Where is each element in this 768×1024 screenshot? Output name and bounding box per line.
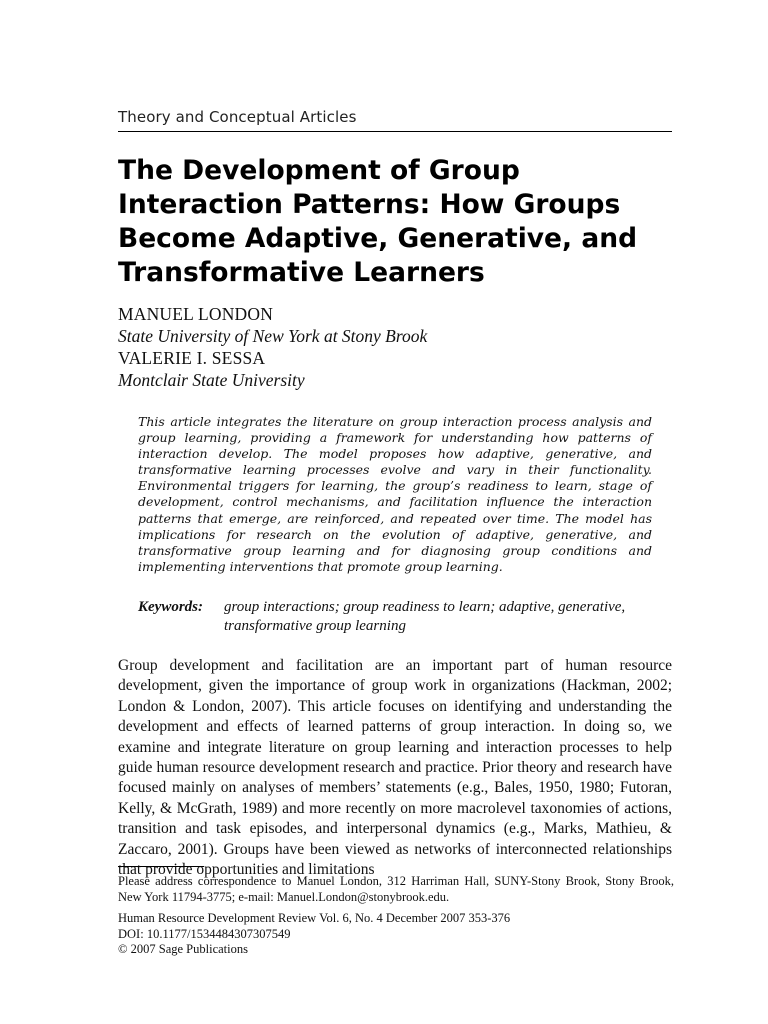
footnote-divider <box>118 866 204 867</box>
author-name: MANUEL LONDON <box>118 304 274 324</box>
doi: DOI: 10.1177/1534484307307549 <box>118 926 291 941</box>
copyright: © 2007 Sage Publications <box>118 942 248 956</box>
abstract: This article integrates the literature on group interaction process analysis and group learning, providing a framework for understanding how patterns of interaction develop. The model proposes how adaptive, generative, and transformative learning processes evolve and vary in their functionality. Environmental triggers for learning, the group’s readiness to learn, stage of development, control mechanisms, and facilitation influence the interaction patterns that emerge, are reinforced, and repeated over time. The model has implications for research on the evolution of adaptive, generative, and transformative group learning and for diagnosing group conditions and implementing interventions that promote group learning. <box>138 414 652 574</box>
article-title: The Development of Group Interaction Patterns: How Groups Become Adaptive, Generative, and Transformative Learners <box>118 155 638 288</box>
keywords-value: group interactions; group readiness to learn; adaptive, generative, transformative group learning <box>224 599 626 634</box>
body-paragraph: Group development and facilitation are an important part of human resource development, given the importance of group work in organizations (Hackman, 2002; London & London, 2007). This article focuses on identifying and understanding the development and effects of learned patterns of group interaction. In doing so, we examine and integrate literature on group learning and interaction processes to help guide human resource development research and practice. Prior theory and research have focused mainly on analyses of members’ statements (e.g., Bales, 1950, 1980; Futoran, Kelly, & McGrath, 1989) and more recently on more macrolevel taxonomies of actions, transition and task episodes, and interpersonal dynamics (e.g., Marks, Mathieu, & Zaccaro, 2001). Groups have been viewed as networks of interconnected relationships that provide opportunities and limitations <box>118 657 672 879</box>
section-heading: Theory and Conceptual Articles <box>118 108 672 132</box>
author-affiliation: State University of New York at Stony Brook <box>118 326 428 346</box>
footnotes <box>118 874 674 958</box>
author-name: VALERIE I. SESSA <box>118 348 266 368</box>
author-block <box>118 303 668 391</box>
keywords-label: Keywords: <box>138 599 203 615</box>
correspondence-note: Please address correspondence to Manuel London, 312 Harriman Hall, SUNY-Stony Brook, Stony Brook, New York 11794-3775; e-mail: Manuel.London@stonybrook.edu. <box>118 874 674 904</box>
author-affiliation: Montclair State University <box>118 370 305 390</box>
journal-citation: Human Resource Development Review Vol. 6, No. 4 December 2007 353-376 <box>118 911 511 925</box>
